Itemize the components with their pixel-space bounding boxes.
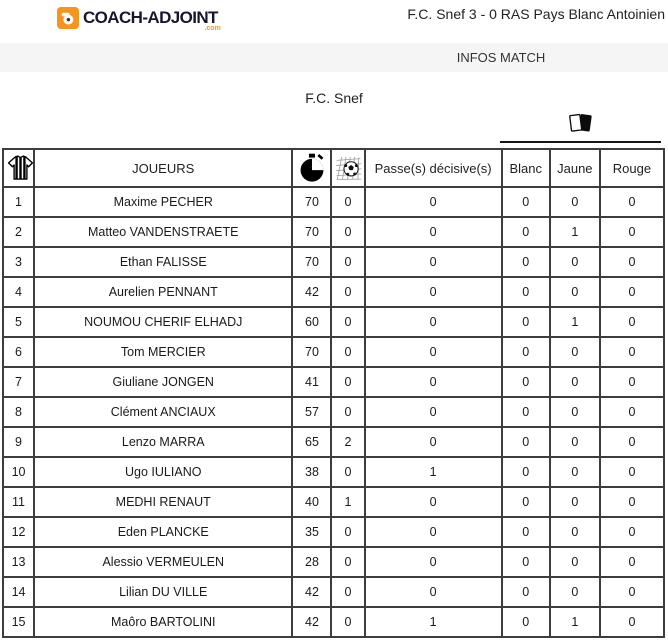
- cell-assists: 0: [365, 277, 502, 307]
- cell-red-cards: 0: [600, 517, 664, 547]
- whistle-icon: [57, 7, 79, 29]
- table-header-row: [3, 149, 664, 187]
- cell-assists: 0: [365, 307, 502, 337]
- cell-minutes: 70: [292, 187, 331, 217]
- cell-number: 5: [3, 307, 34, 337]
- cell-red-cards: 0: [600, 247, 664, 277]
- player-row: [3, 367, 664, 397]
- cell-minutes: 42: [292, 277, 331, 307]
- cell-player-name: Clément ANCIAUX: [34, 397, 292, 427]
- cell-number: 9: [3, 427, 34, 457]
- cell-red-cards: 0: [600, 397, 664, 427]
- cell-yellow-cards: 0: [550, 427, 600, 457]
- stopwatch-icon: [295, 153, 328, 183]
- cell-player-name: Maxime PECHER: [34, 187, 292, 217]
- cell-assists: 0: [365, 427, 502, 457]
- cell-goals: 1: [331, 487, 364, 517]
- player-row: [3, 337, 664, 367]
- cell-red-cards: 0: [600, 367, 664, 397]
- col-header-goals: [331, 149, 364, 187]
- cell-white-cards: 0: [502, 487, 550, 517]
- cell-number: 2: [3, 217, 34, 247]
- cell-white-cards: 0: [502, 247, 550, 277]
- cell-assists: 1: [365, 607, 502, 637]
- cell-number: 3: [3, 247, 34, 277]
- player-table-body: [3, 187, 664, 637]
- col-header-number: [3, 149, 34, 187]
- cell-yellow-cards: 0: [550, 517, 600, 547]
- player-stats-table: [2, 148, 665, 638]
- cell-red-cards: 0: [600, 427, 664, 457]
- cell-player-name: Lilian DU VILLE: [34, 577, 292, 607]
- player-row: [3, 577, 664, 607]
- cell-player-name: Alessio VERMEULEN: [34, 547, 292, 577]
- cell-yellow-cards: 1: [550, 607, 600, 637]
- player-row: [3, 517, 664, 547]
- cell-player-name: Ethan FALISSE: [34, 247, 292, 277]
- cell-goals: 0: [331, 217, 364, 247]
- cell-red-cards: 0: [600, 547, 664, 577]
- player-row: [3, 277, 664, 307]
- cell-white-cards: 0: [502, 187, 550, 217]
- cell-minutes: 42: [292, 607, 331, 637]
- cell-yellow-cards: 0: [550, 397, 600, 427]
- cell-assists: 0: [365, 397, 502, 427]
- player-row: [3, 187, 664, 217]
- cell-red-cards: 0: [600, 187, 664, 217]
- player-row: [3, 487, 664, 517]
- cell-yellow-cards: 0: [550, 337, 600, 367]
- cell-number: 14: [3, 577, 34, 607]
- cards-group-underline: [500, 141, 661, 143]
- col-header-blanc: Blanc: [502, 149, 550, 187]
- cell-player-name: MEDHI RENAUT: [34, 487, 292, 517]
- cell-white-cards: 0: [502, 217, 550, 247]
- cell-number: 11: [3, 487, 34, 517]
- player-row: [3, 217, 664, 247]
- cell-yellow-cards: 1: [550, 307, 600, 337]
- cell-white-cards: 0: [502, 337, 550, 367]
- cell-minutes: 70: [292, 247, 331, 277]
- cell-assists: 0: [365, 367, 502, 397]
- cell-number: 13: [3, 547, 34, 577]
- cell-assists: 0: [365, 517, 502, 547]
- player-row: [3, 247, 664, 277]
- cell-assists: 0: [365, 547, 502, 577]
- cell-goals: 0: [331, 247, 364, 277]
- cell-yellow-cards: 0: [550, 247, 600, 277]
- player-row: [3, 607, 664, 637]
- cell-yellow-cards: 0: [550, 367, 600, 397]
- cell-white-cards: 0: [502, 607, 550, 637]
- cell-assists: 1: [365, 457, 502, 487]
- cell-player-name: Eden PLANCKE: [34, 517, 292, 547]
- col-header-rouge: Rouge: [600, 149, 664, 187]
- cell-yellow-cards: 0: [550, 577, 600, 607]
- cell-yellow-cards: 1: [550, 217, 600, 247]
- cell-white-cards: 0: [502, 427, 550, 457]
- cell-assists: 0: [365, 187, 502, 217]
- tab-infos-match[interactable]: INFOS MATCH: [456, 50, 546, 65]
- cell-red-cards: 0: [600, 307, 664, 337]
- jersey-icon: [6, 155, 31, 181]
- cell-red-cards: 0: [600, 607, 664, 637]
- team-name: F.C. Snef: [305, 90, 363, 106]
- cell-white-cards: 0: [502, 577, 550, 607]
- logo-text: COACH-ADJOINT: [83, 8, 218, 27]
- cell-goals: 0: [331, 367, 364, 397]
- cell-yellow-cards: 0: [550, 547, 600, 577]
- cell-minutes: 41: [292, 367, 331, 397]
- match-title: F.C. Snef 3 - 0 RAS Pays Blanc Antoinien: [407, 6, 665, 22]
- cell-assists: 0: [365, 217, 502, 247]
- cell-number: 6: [3, 337, 34, 367]
- cell-player-name: NOUMOU CHERIF ELHADJ: [34, 307, 292, 337]
- cell-player-name: Giuliane JONGEN: [34, 367, 292, 397]
- cell-number: 15: [3, 607, 34, 637]
- col-header-joueurs: JOUEURS: [34, 149, 292, 187]
- col-header-assists: Passe(s) décisive(s): [365, 149, 502, 187]
- goal-net-icon: [334, 155, 361, 181]
- player-row: [3, 457, 664, 487]
- cell-white-cards: 0: [502, 397, 550, 427]
- cell-goals: 0: [331, 577, 364, 607]
- cell-minutes: 38: [292, 457, 331, 487]
- cell-number: 8: [3, 397, 34, 427]
- cell-assists: 0: [365, 577, 502, 607]
- cell-minutes: 57: [292, 397, 331, 427]
- cell-minutes: 28: [292, 547, 331, 577]
- cell-red-cards: 0: [600, 487, 664, 517]
- logo-tld: .com: [204, 25, 221, 32]
- cell-red-cards: 0: [600, 577, 664, 607]
- cell-white-cards: 0: [502, 457, 550, 487]
- cell-goals: 0: [331, 187, 364, 217]
- cell-player-name: Lenzo MARRA: [34, 427, 292, 457]
- cell-player-name: Tom MERCIER: [34, 337, 292, 367]
- cell-minutes: 60: [292, 307, 331, 337]
- cell-goals: 0: [331, 397, 364, 427]
- col-header-minutes: [292, 149, 331, 187]
- cell-player-name: Ugo IULIANO: [34, 457, 292, 487]
- cell-player-name: Matteo VANDENSTRAETE: [34, 217, 292, 247]
- player-row: [3, 307, 664, 337]
- player-row: [3, 397, 664, 427]
- cell-red-cards: 0: [600, 217, 664, 247]
- cell-assists: 0: [365, 247, 502, 277]
- cards-icon: [564, 110, 596, 137]
- cell-goals: 0: [331, 517, 364, 547]
- cell-minutes: 40: [292, 487, 331, 517]
- cell-white-cards: 0: [502, 547, 550, 577]
- cell-minutes: 70: [292, 217, 331, 247]
- cell-minutes: 70: [292, 337, 331, 367]
- cell-minutes: 35: [292, 517, 331, 547]
- col-header-jaune: Jaune: [550, 149, 600, 187]
- cell-white-cards: 0: [502, 367, 550, 397]
- cell-yellow-cards: 0: [550, 457, 600, 487]
- logo[interactable]: [57, 7, 221, 32]
- cell-white-cards: 0: [502, 277, 550, 307]
- cell-red-cards: 0: [600, 277, 664, 307]
- cell-goals: 0: [331, 277, 364, 307]
- cell-number: 1: [3, 187, 34, 217]
- cell-yellow-cards: 0: [550, 187, 600, 217]
- cell-number: 7: [3, 367, 34, 397]
- logo-text-wrap: [83, 7, 221, 32]
- cell-number: 12: [3, 517, 34, 547]
- player-row: [3, 547, 664, 577]
- cell-goals: 2: [331, 427, 364, 457]
- cell-yellow-cards: 0: [550, 487, 600, 517]
- cell-assists: 0: [365, 487, 502, 517]
- cell-minutes: 65: [292, 427, 331, 457]
- cell-goals: 0: [331, 607, 364, 637]
- cell-number: 10: [3, 457, 34, 487]
- cell-goals: 0: [331, 547, 364, 577]
- cell-white-cards: 0: [502, 307, 550, 337]
- cell-white-cards: 0: [502, 517, 550, 547]
- cell-red-cards: 0: [600, 337, 664, 367]
- cell-player-name: Maôro BARTOLINI: [34, 607, 292, 637]
- cell-player-name: Aurelien PENNANT: [34, 277, 292, 307]
- cell-yellow-cards: 0: [550, 277, 600, 307]
- cell-goals: 0: [331, 457, 364, 487]
- tab-bar: [0, 43, 668, 72]
- cell-red-cards: 0: [600, 457, 664, 487]
- cell-minutes: 42: [292, 577, 331, 607]
- cell-goals: 0: [331, 307, 364, 337]
- cell-goals: 0: [331, 337, 364, 367]
- player-row: [3, 427, 664, 457]
- cell-assists: 0: [365, 337, 502, 367]
- cell-number: 4: [3, 277, 34, 307]
